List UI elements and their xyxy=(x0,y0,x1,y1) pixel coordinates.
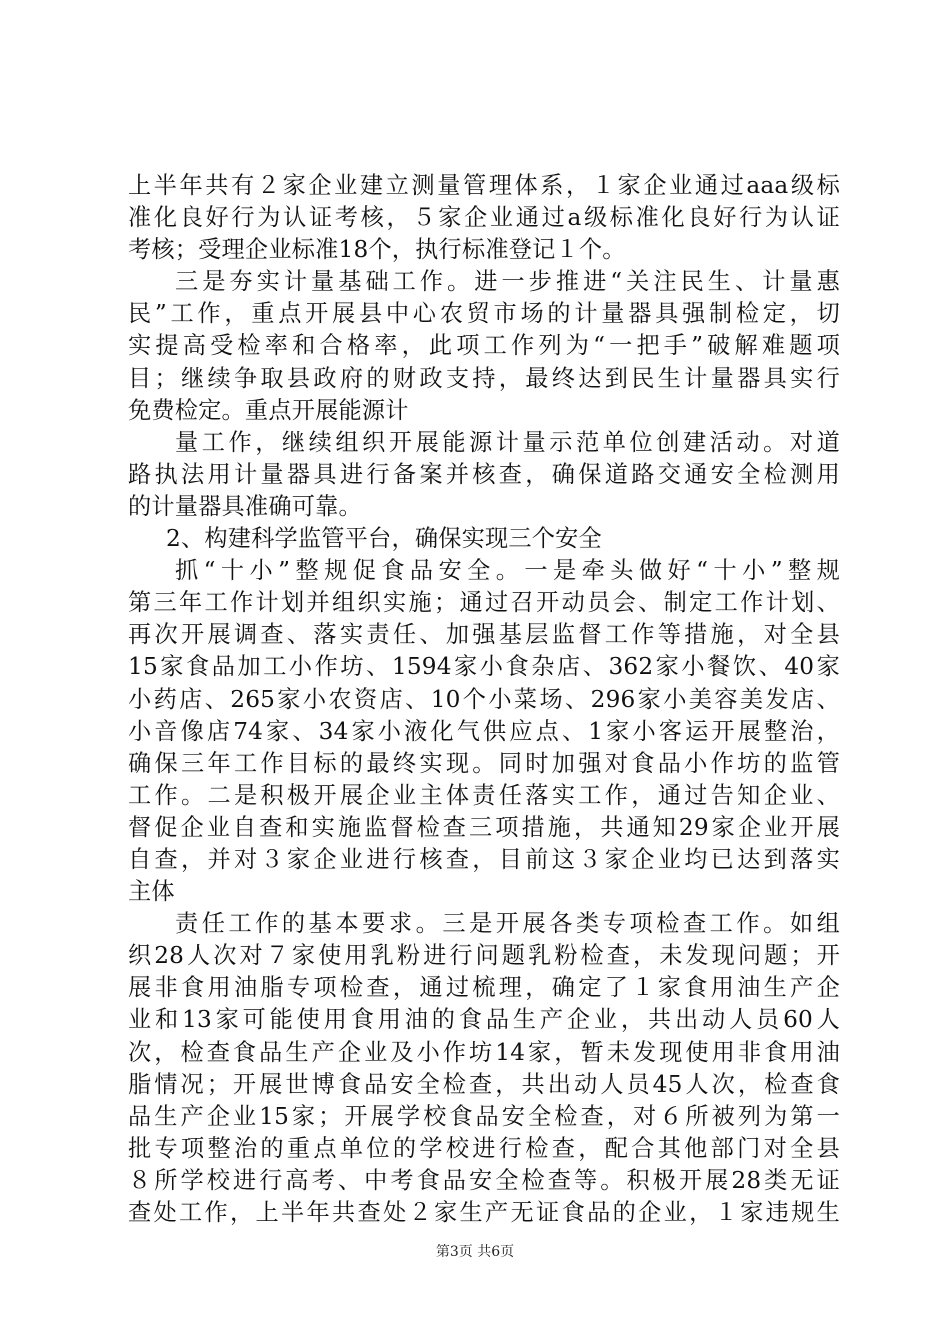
page-number-label: 第3页 共6页 xyxy=(435,1244,515,1260)
text-line-27: 业和13家可能使用食用油的食品生产企业，共出动人员60人 xyxy=(128,1006,840,1034)
text-line-26: 展非食用油脂专项检查，通过梳理，确定了１家食用油生产企 xyxy=(128,974,840,1002)
text-line-9: 量工作，继续组织开展能源计量示范单位创建活动。对道 xyxy=(175,428,840,456)
text-line-33: 查处工作，上半年共查处２家生产无证食品的企业，１家违规生 xyxy=(128,1199,840,1226)
text-line-11: 的计量器具准确可靠。 xyxy=(128,492,362,520)
text-line-20: 工作。二是积极开展企业主体责任落实工作，通过告知企业、 xyxy=(128,781,840,809)
text-line-8: 免费检定。重点开展能源计 xyxy=(128,396,409,424)
text-line-30: 品生产企业15家；开展学校食品安全检查，对６所被列为第一 xyxy=(128,1102,840,1130)
text-line-19: 确保三年工作目标的最终实现。同时加强对食品小作坊的监管 xyxy=(128,749,840,777)
text-line-13: 抓“十小”整规促食品安全。一是牵头做好“十小”整规 xyxy=(175,557,840,585)
text-line-7: 目；继续争取县政府的财政支持，最终达到民生计量器具实行 xyxy=(128,364,840,392)
text-line-4: 三是夯实计量基础工作。进一步推进“关注民生、计量惠 xyxy=(175,268,840,296)
text-line-24: 责任工作的基本要求。三是开展各类专项检查工作。如组 xyxy=(175,910,840,938)
text-line-17: 小药店、265家小农资店、10个小菜场、296家小美容美发店、 xyxy=(128,685,840,713)
text-line-1: 上半年共有２家企业建立测量管理体系，１家企业通过aaa级标 xyxy=(128,172,840,199)
text-line-15: 再次开展调查、落实责任、加强基层监督工作等措施，对全县 xyxy=(128,621,840,649)
text-line-16: 15家食品加工小作坊、1594家小食杂店、362家小餐饮、40家 xyxy=(128,653,840,681)
text-line-29: 脂情况；开展世博食品安全检查，共出动人员45人次，检查食 xyxy=(128,1070,840,1098)
document-body xyxy=(128,170,840,1229)
section-heading: 2、构建科学监管平台，确保实现三个安全 xyxy=(166,525,602,553)
text-line-6: 实提高受检率和合格率，此项工作列为“一把手”破解难题项 xyxy=(128,332,840,360)
text-line-10: 路执法用计量器具进行备案并核查，确保道路交通安全检测用 xyxy=(128,460,840,488)
text-line-25: 织28人次对７家使用乳粉进行问题乳粉检查，未发现问题；开 xyxy=(128,942,840,970)
page-footer xyxy=(0,1242,950,1262)
text-line-28: 次，检查食品生产企业及小作坊14家，暂未发现使用非食用油 xyxy=(128,1038,840,1066)
text-line-3: 考核；受理企业标准18个，执行标准登记１个。 xyxy=(128,236,626,264)
text-line-5: 民”工作，重点开展县中心农贸市场的计量器具强制检定，切 xyxy=(128,300,840,328)
text-line-18: 小音像店74家、34家小液化气供应点、1家小客运开展整治， xyxy=(128,717,840,745)
text-line-2: 准化良好行为认证考核，５家企业通过a级标准化良好行为认证 xyxy=(128,204,840,232)
text-line-21: 督促企业自查和实施监督检查三项措施，共通知29家企业开展 xyxy=(128,813,840,841)
text-line-22: 自查，并对３家企业进行核查，目前这３家企业均已达到落实 xyxy=(128,845,840,873)
text-line-23: 主体 xyxy=(128,878,175,906)
text-line-14: 第三年工作计划并组织实施；通过召开动员会、制定工作计划、 xyxy=(128,589,840,617)
text-line-32: ８所学校进行高考、中考食品安全检查等。积极开展28类无证 xyxy=(128,1166,840,1194)
text-line-31: 批专项整治的重点单位的学校进行检查，配合其他部门对全县 xyxy=(128,1134,840,1162)
